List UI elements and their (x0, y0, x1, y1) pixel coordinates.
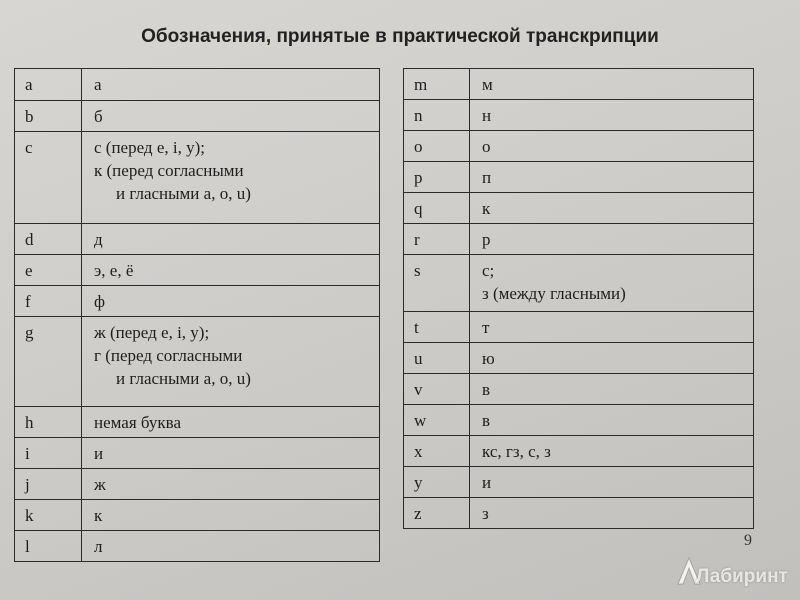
transcription-line: т (482, 318, 490, 337)
russian-transcription-cell (470, 255, 754, 312)
table-row (404, 69, 754, 100)
russian-transcription-cell (470, 405, 754, 436)
russian-transcription-cell (82, 317, 380, 407)
table-row (404, 131, 754, 162)
latin-letter-cell: y (404, 467, 470, 498)
table-row (404, 467, 754, 498)
watermark-logo (676, 556, 796, 592)
latin-letter-cell: g (15, 317, 82, 407)
transcription-line: ж (94, 475, 106, 494)
russian-transcription-cell (82, 531, 380, 562)
russian-transcription-cell (470, 193, 754, 224)
table-row (15, 500, 380, 531)
transcription-line: з (482, 504, 489, 523)
transcription-line: н (482, 106, 492, 125)
russian-transcription-cell (82, 69, 380, 101)
russian-transcription-cell (82, 132, 380, 224)
transcription-line: к (перед согласными (94, 161, 244, 180)
latin-letter-cell: s (404, 255, 470, 312)
transcription-line: с (перед e, i, y); (94, 138, 205, 157)
table-row (15, 469, 380, 500)
transcription-line: п (482, 168, 492, 187)
russian-transcription-cell (82, 469, 380, 500)
transcription-table-left (14, 68, 380, 562)
table-row (15, 286, 380, 317)
transcription-line: к (94, 506, 103, 525)
latin-letter-cell: i (15, 438, 82, 469)
transcription-line: г (перед согласными (94, 346, 243, 365)
russian-transcription-cell (470, 436, 754, 467)
page-number: 9 (744, 532, 752, 549)
transcription-line: к (482, 199, 491, 218)
latin-letter-cell: x (404, 436, 470, 467)
latin-letter-cell: e (15, 255, 82, 286)
table-row (15, 224, 380, 255)
russian-transcription-cell (82, 255, 380, 286)
transcription-line: ю (482, 349, 495, 368)
table-row (404, 100, 754, 131)
latin-letter-cell: q (404, 193, 470, 224)
russian-transcription-cell (82, 286, 380, 317)
table-row (404, 343, 754, 374)
russian-transcription-cell (470, 100, 754, 131)
transcription-line: л (94, 537, 103, 556)
transcription-line: а (94, 75, 102, 94)
transcription-line: и (482, 473, 492, 492)
table-row (15, 101, 380, 132)
russian-transcription-cell (82, 101, 380, 132)
latin-letter-cell: h (15, 407, 82, 438)
table-row (404, 374, 754, 405)
russian-transcription-cell (470, 343, 754, 374)
transcription-line: м (482, 75, 493, 94)
transcription-line: з (между гласными) (482, 284, 626, 303)
transcription-line: р (482, 230, 491, 249)
transcription-line: с; (482, 261, 495, 280)
transcription-line: в (482, 411, 491, 430)
latin-letter-cell: c (15, 132, 82, 224)
transcription-line: ж (перед e, i, y); (94, 323, 210, 342)
russian-transcription-cell (82, 407, 380, 438)
table-row (404, 224, 754, 255)
table-row (15, 531, 380, 562)
transcription-line: и (94, 444, 104, 463)
russian-transcription-cell (82, 500, 380, 531)
transcription-line: б (94, 107, 103, 126)
russian-transcription-cell (470, 467, 754, 498)
table-row (15, 132, 380, 224)
table-row (15, 317, 380, 407)
transcription-line: ф (94, 292, 106, 311)
watermark-text: Лабиринт (696, 566, 788, 587)
transcription-line: и гласными a, o, u) (116, 369, 251, 388)
latin-letter-cell: a (15, 69, 82, 101)
table-row (404, 312, 754, 343)
table-row (15, 69, 380, 101)
russian-transcription-cell (470, 374, 754, 405)
table-row (404, 162, 754, 193)
russian-transcription-cell (82, 224, 380, 255)
latin-letter-cell: p (404, 162, 470, 193)
latin-letter-cell: w (404, 405, 470, 436)
russian-transcription-cell (470, 131, 754, 162)
latin-letter-cell: v (404, 374, 470, 405)
russian-transcription-cell (470, 162, 754, 193)
latin-letter-cell: m (404, 69, 470, 100)
latin-letter-cell: j (15, 469, 82, 500)
transcription-line: э, е, ё (94, 261, 134, 280)
latin-letter-cell: u (404, 343, 470, 374)
table-row (404, 498, 754, 529)
latin-letter-cell: r (404, 224, 470, 255)
latin-letter-cell: f (15, 286, 82, 317)
table-row (15, 407, 380, 438)
russian-transcription-cell (470, 312, 754, 343)
latin-letter-cell: t (404, 312, 470, 343)
transcription-line: немая буква (94, 413, 182, 432)
russian-transcription-cell (82, 438, 380, 469)
page-title: Обозначения, принятые в практической транскрипции (141, 26, 659, 47)
transcription-line: д (94, 230, 103, 249)
latin-letter-cell: l (15, 531, 82, 562)
latin-letter-cell: n (404, 100, 470, 131)
latin-letter-cell: b (15, 101, 82, 132)
table-row (404, 405, 754, 436)
transcription-line: кс, гз, с, з (482, 442, 551, 461)
transcription-line: о (482, 137, 491, 156)
russian-transcription-cell (470, 224, 754, 255)
transcription-line: и гласными a, o, u) (116, 184, 251, 203)
transcription-line: в (482, 380, 491, 399)
russian-transcription-cell (470, 69, 754, 100)
table-row (404, 436, 754, 467)
table-row (404, 193, 754, 224)
table-row (404, 255, 754, 312)
russian-transcription-cell (470, 498, 754, 529)
table-row (15, 255, 380, 286)
table-row (15, 438, 380, 469)
latin-letter-cell: k (15, 500, 82, 531)
latin-letter-cell: d (15, 224, 82, 255)
latin-letter-cell: z (404, 498, 470, 529)
latin-letter-cell: o (404, 131, 470, 162)
transcription-table-right (403, 68, 754, 529)
